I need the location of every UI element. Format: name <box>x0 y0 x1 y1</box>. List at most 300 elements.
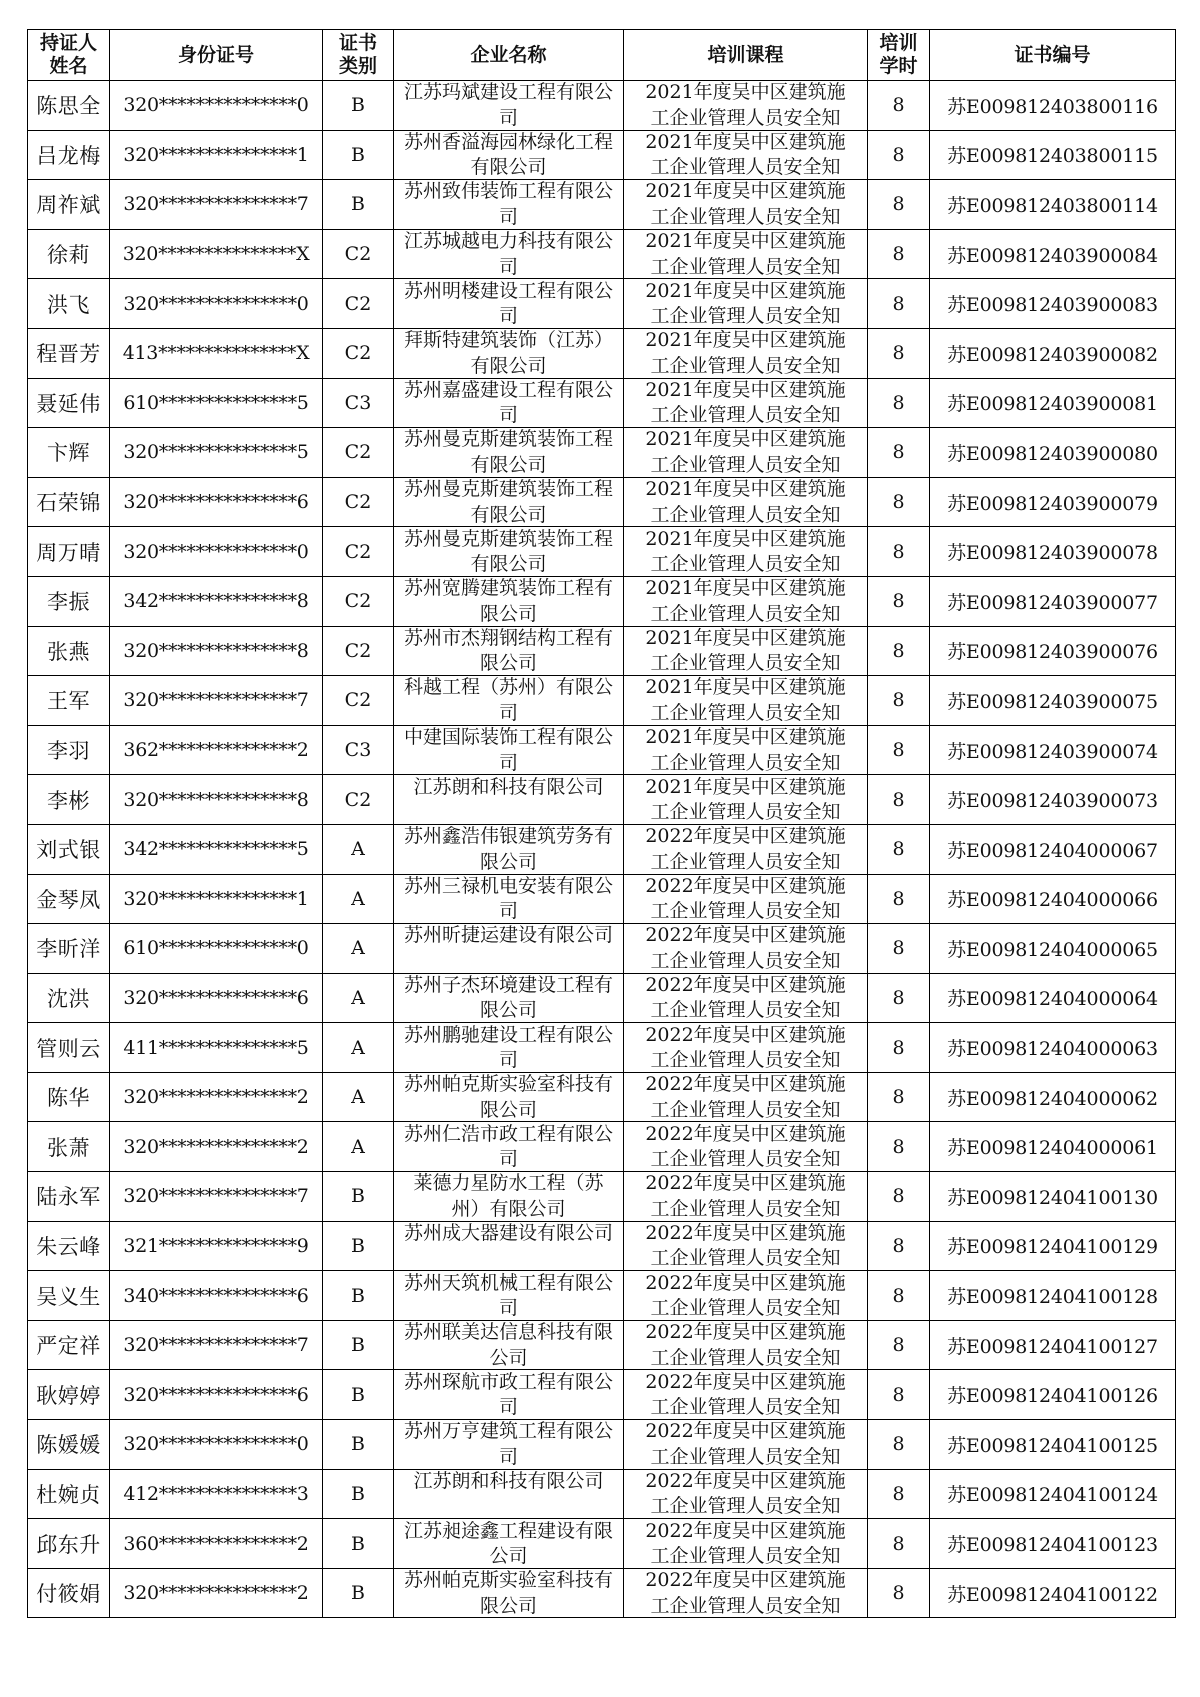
id-number-cell-text: 320***************2 <box>123 1582 309 1605</box>
company-name-cell-text: 苏州嘉盛建设工程有限公司 <box>403 378 613 427</box>
cert-number-cell-text: 苏E009812403900079 <box>947 492 1158 515</box>
table-row <box>28 328 1176 378</box>
training-course-cell <box>624 1122 868 1172</box>
id-number-cell-text: 342***************8 <box>123 590 309 613</box>
id-number-cell <box>110 527 323 577</box>
holder-name-cell-text: 王军 <box>47 689 90 714</box>
cert-category-cell <box>323 1320 394 1370</box>
holder-name-cell-text: 严定祥 <box>36 1334 101 1359</box>
training-course-cell <box>624 676 868 726</box>
cert-category-cell-text: C2 <box>344 590 372 613</box>
cert-number-cell-text: 苏E009812404000061 <box>947 1137 1158 1160</box>
training-course-cell <box>624 824 868 874</box>
holder-name-cell <box>28 924 110 974</box>
training-hours-cell-text: 8 <box>892 1383 905 1406</box>
cert-number-cell-text: 苏E009812404000063 <box>947 1038 1158 1061</box>
table-row <box>28 1320 1176 1370</box>
training-course-cell-text: 2022年度吴中区建筑施工企业管理人员安全知 <box>645 924 846 972</box>
training-course-cell-text: 2022年度吴中区建筑施工企业管理人员安全知 <box>645 973 846 1022</box>
training-hours-cell <box>868 1023 930 1073</box>
training-course-cell-text: 2022年度吴中区建筑施工企业管理人员安全知 <box>645 1469 846 1518</box>
company-name-cell-text: 苏州琛航市政工程有限公司 <box>403 1370 613 1419</box>
training-course-cell-text: 2021年度吴中区建筑施工企业管理人员安全知 <box>645 81 846 129</box>
holder-name-cell-text: 程晋芳 <box>36 342 101 367</box>
holder-name-cell <box>28 1519 110 1569</box>
id-number-cell-text: 360***************2 <box>123 1532 309 1555</box>
company-name-cell-text: 苏州帕克斯实验室科技有限公司 <box>403 1569 613 1617</box>
company-name-cell <box>394 130 624 180</box>
cert-number-cell <box>930 328 1176 378</box>
id-number-cell-text: 320***************7 <box>123 1185 309 1208</box>
cert-number-cell-text: 苏E009812404100128 <box>947 1286 1158 1309</box>
company-name-cell <box>394 1221 624 1271</box>
training-course-cell-text: 2021年度吴中区建筑施工企业管理人员安全知 <box>645 230 846 278</box>
table-row <box>28 626 1176 676</box>
cert-category-cell <box>323 1023 394 1073</box>
training-hours-cell-text: 8 <box>892 1086 905 1109</box>
table-row <box>28 180 1176 230</box>
id-number-cell <box>110 924 323 974</box>
table-row <box>28 874 1176 924</box>
company-name-cell <box>394 527 624 577</box>
training-hours-cell <box>868 1320 930 1370</box>
cert-number-cell-text: 苏E009812403900080 <box>947 442 1158 465</box>
cert-category-cell <box>323 1172 394 1222</box>
company-name-cell-text: 拜斯特建筑装饰（江苏）有限公司 <box>403 329 613 377</box>
holder-name-cell-text: 陆永军 <box>36 1185 101 1210</box>
cert-category-cell-text: C2 <box>344 441 372 464</box>
training-course-cell-text: 2021年度吴中区建筑施工企业管理人员安全知 <box>645 676 846 724</box>
cert-category-cell <box>323 1519 394 1569</box>
cert-number-cell-text: 苏E009812404100130 <box>947 1186 1158 1209</box>
cert-category-cell-text: A <box>351 887 365 910</box>
holder-name-cell <box>28 1271 110 1321</box>
training-hours-cell-text: 8 <box>892 1036 905 1059</box>
company-name-cell <box>394 378 624 428</box>
holder-name-cell <box>28 676 110 726</box>
holder-name-cell <box>28 1122 110 1172</box>
holder-name-cell-text: 朱云峰 <box>36 1234 101 1259</box>
training-course-cell-text: 2022年度吴中区建筑施工企业管理人员安全知 <box>645 1122 846 1171</box>
cert-category-cell-text: C2 <box>344 342 372 365</box>
id-number-cell-text: 320***************1 <box>123 143 309 166</box>
company-name-cell <box>394 1271 624 1321</box>
id-number-cell <box>110 1221 323 1271</box>
training-hours-cell <box>868 824 930 874</box>
header-holder-name: 持证人姓名 <box>28 30 110 81</box>
id-number-cell-text: 320***************0 <box>123 292 309 315</box>
cert-number-cell-text: 苏E009812403800116 <box>947 95 1158 118</box>
holder-name-cell <box>28 775 110 825</box>
holder-name-cell <box>28 81 110 131</box>
training-course-cell-text: 2022年度吴中区建筑施工企业管理人员安全知 <box>645 1271 846 1320</box>
id-number-cell <box>110 1469 323 1519</box>
holder-name-cell-text: 李昕洋 <box>36 937 101 962</box>
table-row <box>28 1122 1176 1172</box>
cert-number-cell <box>930 824 1176 874</box>
cert-category-cell <box>323 428 394 478</box>
cert-category-cell-text: C2 <box>344 243 372 266</box>
cert-category-cell <box>323 130 394 180</box>
training-hours-cell-text: 8 <box>892 540 905 563</box>
cert-number-cell-text: 苏E009812403900074 <box>947 740 1158 763</box>
cert-category-cell <box>323 775 394 825</box>
company-name-cell <box>394 676 624 726</box>
cert-number-cell <box>930 130 1176 180</box>
company-name-cell-text: 苏州昕捷运建设有限公司 <box>403 924 613 947</box>
table-row <box>28 1172 1176 1222</box>
table-row <box>28 824 1176 874</box>
training-course-cell-text: 2022年度吴中区建筑施工企业管理人员安全知 <box>645 1023 846 1072</box>
training-hours-cell <box>868 1072 930 1122</box>
cert-number-cell <box>930 1221 1176 1271</box>
table-row <box>28 527 1176 577</box>
training-course-cell-text: 2021年度吴中区建筑施工企业管理人员安全知 <box>645 478 846 526</box>
cert-category-cell-text: C3 <box>344 739 372 762</box>
id-number-cell <box>110 973 323 1023</box>
holder-name-cell <box>28 527 110 577</box>
table-row <box>28 1568 1176 1618</box>
training-hours-cell-text: 8 <box>892 887 905 910</box>
id-number-cell <box>110 229 323 279</box>
cert-number-cell-text: 苏E009812404100123 <box>947 1534 1158 1557</box>
training-course-cell-text: 2022年度吴中区建筑施工企业管理人员安全知 <box>645 1321 846 1369</box>
id-number-cell <box>110 180 323 230</box>
training-course-cell <box>624 328 868 378</box>
table-row <box>28 81 1176 131</box>
table-row <box>28 676 1176 726</box>
company-name-cell-text: 中建国际装饰工程有限公司 <box>403 726 613 774</box>
training-hours-cell-text: 8 <box>892 292 905 315</box>
training-hours-cell-text: 8 <box>892 1284 905 1307</box>
cert-number-cell <box>930 576 1176 626</box>
cert-number-cell-text: 苏E009812404100129 <box>947 1236 1158 1259</box>
cert-category-cell-text: B <box>351 193 365 216</box>
table-row <box>28 924 1176 974</box>
cert-category-cell <box>323 576 394 626</box>
holder-name-cell-text: 卞辉 <box>47 441 90 466</box>
training-course-cell <box>624 1320 868 1370</box>
holder-name-cell-text: 陈思全 <box>36 94 101 119</box>
training-hours-cell-text: 8 <box>892 441 905 464</box>
cert-number-cell <box>930 279 1176 329</box>
company-name-cell-text: 江苏朗和科技有限公司 <box>413 775 604 798</box>
holder-name-cell <box>28 477 110 527</box>
cert-category-cell <box>323 824 394 874</box>
cert-category-cell-text: B <box>351 94 365 117</box>
id-number-cell-text: 412***************3 <box>123 1482 309 1505</box>
cert-number-cell-text: 苏E009812403900081 <box>947 393 1158 416</box>
training-hours-cell-text: 8 <box>892 788 905 811</box>
training-course-cell <box>624 1519 868 1569</box>
training-course-cell-text: 2021年度吴中区建筑施工企业管理人员安全知 <box>645 130 846 179</box>
cert-category-cell <box>323 1072 394 1122</box>
id-number-cell <box>110 1370 323 1420</box>
holder-name-cell-text: 石荣锦 <box>36 491 101 516</box>
training-course-cell-text: 2022年度吴中区建筑施工企业管理人员安全知 <box>645 1519 846 1568</box>
id-number-cell-text: 320***************0 <box>123 540 309 563</box>
id-number-cell-text: 320***************8 <box>123 639 309 662</box>
training-course-cell <box>624 973 868 1023</box>
cert-number-cell-text: 苏E009812404100124 <box>947 1484 1158 1507</box>
training-hours-cell-text: 8 <box>892 391 905 414</box>
company-name-cell <box>394 1072 624 1122</box>
cert-number-cell <box>930 477 1176 527</box>
id-number-cell <box>110 81 323 131</box>
header-company-name: 企业名称 <box>394 30 624 81</box>
certificate-table-sheet <box>27 29 1175 1618</box>
holder-name-cell-text: 管则云 <box>36 1036 101 1061</box>
training-hours-cell <box>868 1568 930 1618</box>
cert-number-cell-text: 苏E009812404100122 <box>947 1583 1158 1606</box>
holder-name-cell <box>28 973 110 1023</box>
training-course-cell-text: 2021年度吴中区建筑施工企业管理人员安全知 <box>645 378 846 427</box>
cert-category-cell <box>323 180 394 230</box>
holder-name-cell <box>28 378 110 428</box>
cert-category-cell <box>323 1568 394 1618</box>
cert-number-cell-text: 苏E009812403900084 <box>947 244 1158 267</box>
cert-category-cell-text: A <box>351 1036 365 1059</box>
id-number-cell-text: 320***************6 <box>123 491 309 514</box>
company-name-cell <box>394 874 624 924</box>
training-hours-cell <box>868 477 930 527</box>
holder-name-cell-text: 张萧 <box>47 1135 90 1160</box>
id-number-cell <box>110 130 323 180</box>
cert-number-cell <box>930 924 1176 974</box>
id-number-cell-text: 320***************0 <box>123 94 309 117</box>
id-number-cell-text: 320***************0 <box>123 1433 309 1456</box>
training-course-cell-text: 2021年度吴中区建筑施工企业管理人员安全知 <box>645 726 846 774</box>
cert-category-cell <box>323 527 394 577</box>
id-number-cell-text: 320***************7 <box>123 689 309 712</box>
training-course-cell <box>624 924 868 974</box>
cert-category-cell-text: B <box>351 1433 365 1456</box>
holder-name-cell-text: 李羽 <box>47 739 90 764</box>
company-name-cell <box>394 1519 624 1569</box>
cert-number-cell <box>930 428 1176 478</box>
training-hours-cell-text: 8 <box>892 1433 905 1456</box>
training-course-cell-text: 2022年度吴中区建筑施工企业管理人员安全知 <box>645 1073 846 1121</box>
id-number-cell-text: 321***************9 <box>123 1234 309 1257</box>
holder-name-cell-text: 李振 <box>47 590 90 615</box>
id-number-cell-text: 340***************6 <box>123 1284 309 1307</box>
cert-number-cell <box>930 973 1176 1023</box>
id-number-cell-text: 413***************X <box>122 342 310 365</box>
id-number-cell-text: 610***************5 <box>123 391 309 414</box>
cert-number-cell-text: 苏E009812403900073 <box>947 790 1158 813</box>
table-body <box>28 81 1176 1618</box>
cert-category-cell <box>323 328 394 378</box>
cert-number-cell <box>930 180 1176 230</box>
header-training-course: 培训课程 <box>624 30 868 81</box>
holder-name-cell <box>28 1469 110 1519</box>
id-number-cell-text: 320***************5 <box>123 441 309 464</box>
training-course-cell-text: 2022年度吴中区建筑施工企业管理人员安全知 <box>645 1370 846 1419</box>
company-name-cell <box>394 1469 624 1519</box>
cert-number-cell-text: 苏E009812403900076 <box>947 641 1158 664</box>
cert-number-cell <box>930 775 1176 825</box>
training-hours-cell <box>868 130 930 180</box>
training-course-cell <box>624 279 868 329</box>
holder-name-cell-text: 陈媛媛 <box>36 1433 101 1458</box>
training-hours-cell <box>868 924 930 974</box>
cert-number-cell <box>930 527 1176 577</box>
cert-number-cell <box>930 1023 1176 1073</box>
training-course-cell <box>624 428 868 478</box>
id-number-cell <box>110 328 323 378</box>
id-number-cell <box>110 279 323 329</box>
id-number-cell <box>110 1172 323 1222</box>
cert-category-cell <box>323 1370 394 1420</box>
training-hours-cell <box>868 527 930 577</box>
cert-category-cell <box>323 1122 394 1172</box>
holder-name-cell <box>28 1172 110 1222</box>
training-course-cell-text: 2021年度吴中区建筑施工企业管理人员安全知 <box>645 180 846 228</box>
cert-category-cell-text: C3 <box>344 391 372 414</box>
holder-name-cell <box>28 1221 110 1271</box>
cert-number-cell-text: 苏E009812404000066 <box>947 889 1158 912</box>
training-hours-cell-text: 8 <box>892 838 905 861</box>
training-hours-cell-text: 8 <box>892 937 905 960</box>
company-name-cell <box>394 1420 624 1470</box>
company-name-cell <box>394 180 624 230</box>
training-hours-cell-text: 8 <box>892 739 905 762</box>
cert-category-cell <box>323 725 394 775</box>
company-name-cell <box>394 1023 624 1073</box>
id-number-cell <box>110 477 323 527</box>
cert-number-cell <box>930 626 1176 676</box>
cert-number-cell <box>930 1420 1176 1470</box>
cert-category-cell <box>323 924 394 974</box>
company-name-cell-text: 苏州仁浩市政工程有限公司 <box>403 1122 613 1171</box>
cert-number-cell <box>930 1072 1176 1122</box>
cert-number-cell-text: 苏E009812404100127 <box>947 1335 1158 1358</box>
cert-number-cell-text: 苏E009812404000062 <box>947 1087 1158 1110</box>
cert-number-cell-text: 苏E009812404100126 <box>947 1385 1158 1408</box>
training-course-cell <box>624 81 868 131</box>
training-hours-cell-text: 8 <box>892 143 905 166</box>
company-name-cell-text: 苏州天筑机械工程有限公司 <box>403 1271 613 1320</box>
training-hours-cell-text: 8 <box>892 491 905 514</box>
holder-name-cell-text: 金琴凤 <box>36 887 101 912</box>
cert-category-cell <box>323 676 394 726</box>
training-course-cell-text: 2021年度吴中区建筑施工企业管理人员安全知 <box>645 577 846 625</box>
cert-category-cell <box>323 477 394 527</box>
training-hours-cell <box>868 1221 930 1271</box>
company-name-cell <box>394 775 624 825</box>
cert-number-cell <box>930 1469 1176 1519</box>
holder-name-cell <box>28 824 110 874</box>
training-course-cell <box>624 1072 868 1122</box>
company-name-cell <box>394 1568 624 1618</box>
header-id-number: 身份证号 <box>110 30 323 81</box>
holder-name-cell-text: 吕龙梅 <box>36 143 101 168</box>
id-number-cell <box>110 1271 323 1321</box>
holder-name-cell <box>28 626 110 676</box>
company-name-cell <box>394 924 624 974</box>
holder-name-cell <box>28 1370 110 1420</box>
cert-number-cell-text: 苏E009812404000064 <box>947 988 1158 1011</box>
cert-category-cell <box>323 81 394 131</box>
cert-number-cell-text: 苏E009812403900075 <box>947 690 1158 713</box>
training-hours-cell <box>868 279 930 329</box>
cert-number-cell <box>930 1172 1176 1222</box>
cert-category-cell <box>323 378 394 428</box>
training-hours-cell <box>868 1519 930 1569</box>
training-course-cell-text: 2021年度吴中区建筑施工企业管理人员安全知 <box>645 428 846 476</box>
training-hours-cell-text: 8 <box>892 1482 905 1505</box>
training-hours-cell-text: 8 <box>892 94 905 117</box>
training-course-cell <box>624 1221 868 1271</box>
holder-name-cell-text: 聂延伟 <box>36 391 101 416</box>
training-hours-cell <box>868 1420 930 1470</box>
id-number-cell <box>110 626 323 676</box>
company-name-cell-text: 苏州鑫浩伟银建筑劳务有限公司 <box>403 825 613 873</box>
table-row <box>28 1469 1176 1519</box>
training-hours-cell <box>868 328 930 378</box>
id-number-cell <box>110 1072 323 1122</box>
training-hours-cell-text: 8 <box>892 1334 905 1357</box>
training-course-cell <box>624 874 868 924</box>
company-name-cell <box>394 1370 624 1420</box>
holder-name-cell-text: 张燕 <box>47 639 90 664</box>
table-row <box>28 1519 1176 1569</box>
cert-number-cell-text: 苏E009812403900083 <box>947 294 1158 317</box>
cert-number-cell-text: 苏E009812403900078 <box>947 542 1158 565</box>
cert-category-cell-text: A <box>351 838 365 861</box>
training-course-cell <box>624 775 868 825</box>
holder-name-cell-text: 杜婉贞 <box>36 1482 101 1507</box>
company-name-cell-text: 江苏城越电力科技有限公司 <box>403 230 613 278</box>
training-hours-cell-text: 8 <box>892 986 905 1009</box>
company-name-cell-text: 江苏昶途鑫工程建设有限公司 <box>403 1519 613 1568</box>
company-name-cell-text: 苏州万亨建筑工程有限公司 <box>403 1420 613 1468</box>
cert-category-cell-text: A <box>351 1135 365 1158</box>
holder-name-cell-text: 徐莉 <box>47 243 90 268</box>
cert-category-cell <box>323 626 394 676</box>
company-name-cell <box>394 824 624 874</box>
company-name-cell <box>394 725 624 775</box>
company-name-cell <box>394 1320 624 1370</box>
company-name-cell-text: 苏州联美达信息科技有限公司 <box>403 1321 613 1369</box>
company-name-cell-text: 苏州帕克斯实验室科技有限公司 <box>403 1073 613 1121</box>
id-number-cell-text: 320***************6 <box>123 1383 309 1406</box>
training-course-cell-text: 2022年度吴中区建筑施工企业管理人员安全知 <box>645 1221 846 1270</box>
holder-name-cell <box>28 328 110 378</box>
training-hours-cell <box>868 81 930 131</box>
training-hours-cell-text: 8 <box>892 193 905 216</box>
training-hours-cell <box>868 874 930 924</box>
training-hours-cell <box>868 973 930 1023</box>
table-row <box>28 1370 1176 1420</box>
id-number-cell <box>110 576 323 626</box>
cert-category-cell-text: B <box>351 1582 365 1605</box>
training-course-cell-text: 2022年度吴中区建筑施工企业管理人员安全知 <box>645 825 846 873</box>
cert-number-cell <box>930 378 1176 428</box>
cert-number-cell <box>930 676 1176 726</box>
cert-category-cell-text: A <box>351 1086 365 1109</box>
id-number-cell-text: 411***************5 <box>123 1036 309 1059</box>
company-name-cell-text: 苏州香溢海园林绿化工程有限公司 <box>403 130 613 179</box>
training-hours-cell <box>868 428 930 478</box>
holder-name-cell-text: 周万晴 <box>36 540 101 565</box>
training-hours-cell <box>868 1172 930 1222</box>
company-name-cell-text: 苏州成大器建设有限公司 <box>403 1221 613 1244</box>
training-hours-cell <box>868 1370 930 1420</box>
cert-category-cell-text: C2 <box>344 639 372 662</box>
holder-name-cell <box>28 725 110 775</box>
company-name-cell-text: 苏州致伟装饰工程有限公司 <box>403 180 613 228</box>
